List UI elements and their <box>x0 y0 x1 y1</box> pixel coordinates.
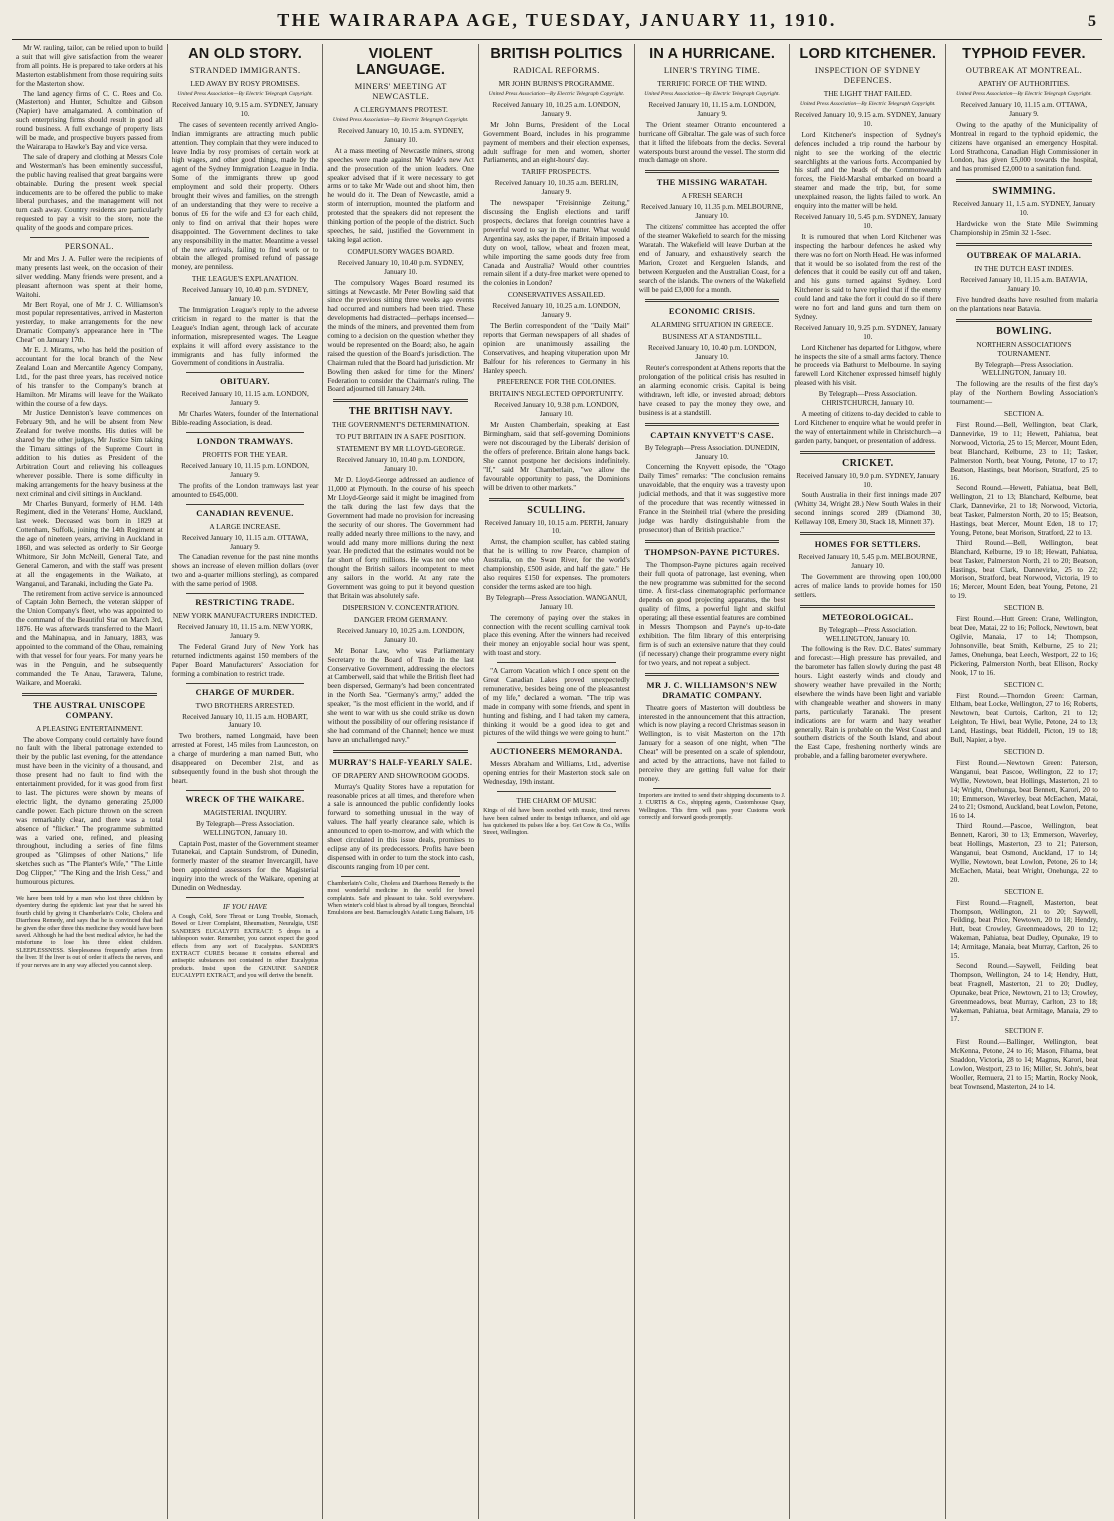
article-paragraph: Third Round.—Bell, Wellington, beat Blanchard, Kelburne, 19 to 18; Hewatt, Pahiatua, beat Tasker, Palmerston North, 21 to 20; Beatson, Hastings, beat Clark, Dannevirke, 25 to 22; Morison, Stratford, beat Norwood, Victoria, 19 to 16; Mercer, Mount Eden, beat Young, Petone, 21 to 19. <box>950 538 1098 601</box>
article-subheading: NORTHERN ASSOCIATION'S TOURNAMENT. <box>976 339 1072 358</box>
dateline: Received January 10, 11.15 a.m. OTTAWA, January 9. <box>181 533 309 551</box>
article-paragraph: The retirement from active service is announced of Captain John Bernech, the veteran skipper of the Union Company's fleet, who was appointed to the command of the Beautiful Star on March 3rd, 1876. He was afterwards transferred to the Maori and the Mahinapua, and in January, 1883, was appointed to the command of the Ohau, remaining with that vessel for four years. For many years he was in the Penguin, and he subsequently commanded the Te Anau, Tarawera, Talune, Waikare, and Moeraki. <box>16 589 163 687</box>
divider <box>186 504 305 505</box>
dateline: Received January 10, 11.15 a.m. NEW YORK, January 9. <box>177 623 313 640</box>
credit-line: United Press Association—By Electric Telegraph Copyright. <box>332 117 469 123</box>
article-paragraph: It is rumoured that when Lord Kitchener was inspecting the harbour defences he asked why there was no fort on North Head. He was informed that it would be so isolated from the rest of the defences that it could be easily cut off and taken, and his guns turned against Sydney. Lord Kitchener is said to have replied that if the enemy could land and take the fort it could do so if there were no fort and land guns and turn them on Sydney. <box>794 232 942 321</box>
column-5 <box>635 44 791 1519</box>
article-subheading: MAGISTERIAL INQUIRY. <box>203 807 287 817</box>
section-label: SECTION A. <box>1004 409 1044 419</box>
article-subheading: BRITAIN'S NEGLECTED OPPORTUNITY. <box>489 389 624 399</box>
dateline: By Telegraph—Press Association. WELLINGTON, January 10. <box>974 360 1074 378</box>
divider <box>22 693 157 696</box>
article-paragraph: The sale of drapery and clothing at Messrs Cole and Westerman's has been eminently successful, the public having realised that great bargains were obtainable. During the present week special inducements are to be offered the public to make liberal purchases, and the management will not turn cash away. Country residents are particularly requested to pay a visit to the store, note the quality of the goods and compare prices. <box>16 152 163 233</box>
article-headline: AUCTIONEERS MEMORANDA. <box>490 747 623 757</box>
article-headline: AN OLD STORY. <box>188 46 302 62</box>
advertisement-text: Importers are invited to send their shipping documents to J. J. CURTIS & Co., shipping agents, Customhouse Quay, Wellington. This firm will pass your Customs work correctly and forward goods promptly. <box>638 792 786 821</box>
advertisement-text: We have been told by a man who lost three children by dysentery during the epidemic last year that he saved his fourth child by giving it Chamberlain's Colic, Cholera and Diarrhoea Remedy, and says that he is convinced that had he given the other three this medicine they would have been saved. Although he had the best medical advice, he had the misfortune to lose his three eldest children. SLEEPLESSNESS. Sleeplessness frequently arises from the liver. If the liver is out of order it affects the nerves, and if your nerves are in any way affected you cannot sleep. <box>16 895 163 969</box>
article-paragraph: South Australia in their first innings made 207 (Whitty 34, Wright 28.) New South Wales in their second innings scored 289 (Diamond 30, Kellaway 108, Emery 30, Stack 18, Minnett 37). <box>794 491 942 527</box>
section-label: SECTION B. <box>1004 603 1044 613</box>
article-paragraph: First Round.—Ballinger, Wellington, beat McKenna, Petone, 24 to 16; Mason, Fihama, beat Snaddon, Victoria, 28 to 14; Magnus, Karori, beat Lowlon, Westport, 23 to 16; Miller, St. John's, beat Wooller, Remuera, 21 to 15; Martin, Rocky Nook, beat Townsend, Masterton, 24 to 14. <box>950 1038 1098 1091</box>
article-paragraph: Two brothers, named Longmaid, have been arrested at Forest, 145 miles from Launceston, on a charge of murdering a man named Butt, who disappeared on December 21st, and as subsequently found in the bush shot through the heart. <box>171 732 319 785</box>
article-headline: CHARGE OF MURDER. <box>195 687 295 697</box>
article-headline: SWIMMING. <box>992 186 1056 198</box>
article-headline: OUTBREAK OF MALARIA. <box>966 250 1082 260</box>
article-headline: TYPHOID FEVER. <box>962 46 1086 62</box>
article-headline: RESTRICTING TRADE. <box>195 598 295 608</box>
article-headline: VIOLENT LANGUAGE. <box>356 46 446 78</box>
divider <box>333 750 468 753</box>
article-subheading: A PLEASING ENTERTAINMENT. <box>35 723 143 733</box>
column-6 <box>790 44 946 1519</box>
article-headline: THE BRITISH NAVY. <box>348 406 453 418</box>
article-subheading: A LARGE INCREASE. <box>209 521 281 531</box>
column-2 <box>168 44 324 1519</box>
dateline: Received January 10, 9.25 p.m. SYDNEY, January 10. <box>794 323 942 341</box>
article-headline: LONDON TRAMWAYS. <box>196 437 294 446</box>
article-paragraph: Reuter's correspondent at Athens reports that the prolongation of the political crisis has resulted in an alarming economic crisis. Capital is being withdrawn, left idle, or invested abroad; debtors have ceased to pay the money they owe, and business is at a standstill. <box>638 364 786 417</box>
article-headline: IN A HURRICANE. <box>649 46 776 62</box>
dateline: Received January 10, 11.35 p.m. MELBOURNE, January 10. <box>640 203 784 221</box>
dateline: By Telegraph—Press Association. WANGANUI, January 10. <box>485 593 627 611</box>
article-subheading: BUSINESS AT A STANDSTILL. <box>662 332 762 342</box>
dateline: Received January 10, 9.15 a.m. SYDNEY, January 10. <box>794 111 941 128</box>
dateline: Received January 10, 11.15 a.m. BATAVIA, January 10. <box>960 275 1088 293</box>
article-paragraph: The following is the Rev. D.C. Bates' summary and forecast:—High pressure has prevailed, and the barometer has fallen slowly during the past 48 hours. Light easterly winds and cloudy and showery weather have prevailed in the North; elsewhere the winds have been light and variable with changeable weather and showers in many parts, particularly Taranaki. The present indications are for warm and hazy weather generally. Rain is probable on the West Coast and southern districts of the South Island, and about the East Cape, freshening northerly winds are probable, and a falling barometer everywhere. <box>794 645 942 761</box>
article-paragraph: The newspaper "Freisinnige Zeitung," discussing the English elections and tariff prospects, declares that foreign countries have a powerful word to say in the matter. What would Argentina say, asks the paper, if Britain imposed a duty on wool, tallow, wheat and frozen meat, while importing the same goods duty free from Canada and Australia? Would other countries remain silent if a duty-free market were opened to the colonies in London? <box>483 199 630 288</box>
dateline: By Telegraph—Press Association. WELLINGTON, January 10. <box>195 819 295 837</box>
article-paragraph: "A Carrom Vacation which I once spent on the Great Canadian Lakes proved unexpectedly remunerative, besides being one of the pleasantest of my life," declared a woman. "The trip was made in company with some friends, and spent in hunting and fishing, and I had taken my camera, thinking it would be a good idea to get and pictures of the wild things we were going to hunt." <box>483 667 630 738</box>
dateline: Received January 10, 11.15 a.m. OTTAWA, January 9. <box>960 101 1088 118</box>
article-subheading: COMPULSORY WAGES BOARD. <box>347 246 454 256</box>
divider <box>497 662 616 663</box>
credit-line: United Press Association—By Electric Telegraph Copyright. <box>644 91 780 97</box>
dateline: Received January 10, 11.15 a.m. LONDON, January 9. <box>648 101 776 118</box>
article-headline: CRICKET. <box>841 457 894 469</box>
article-paragraph: The Immigration League's reply to the adverse criticism in regard to the matter is that the League's Indian agent, through lack of accurate information, misrepresented wages. The League explains it will afford every assistance to the immigrants and has fully informed the Government of conditions in Australia. <box>171 306 319 368</box>
article-headline: BOWLING. <box>996 325 1052 337</box>
article-headline: ECONOMIC CRISIS. <box>668 307 756 317</box>
dateline: Received January 10, 5.45 p.m. MELBOURNE, January 10. <box>798 553 938 570</box>
dateline: Received January 10, 9.38 p.m. LONDON, January 10. <box>494 401 619 419</box>
credit-line: United Press Association—By Electric Telegraph Copyright. <box>799 101 936 107</box>
article-paragraph: The above Company could certainly have found no fault with the liberal patronage extended to their by the public last evening, for the attendance must have been in the vicinity of a thousand, and those present had no fault to find with the entertainment provided, for it was good from first to last. The pictures were shown by means of electric light, the dynamo generating 25,000 candle power. Each picture thrown on the screen was remarkably clear, and there was a total absence of "flicker." The programme submitted was a varied one, refined, and pleasing throughout, including a series of fine films grouped as "Glimpses of other Nations," life sketches such as "The Planter's Wife," "The Little Dog Clipper," "The King and the Irish Cess," and humourous pictures. <box>16 735 163 887</box>
divider <box>186 790 305 791</box>
divider <box>645 540 780 543</box>
dateline: Received January 10, 9.0 p.m. SYDNEY, January 10. <box>796 471 940 489</box>
article-subheading: THE LIGHT THAT FAILED. <box>823 89 912 98</box>
article-subheading: A FRESH SEARCH <box>681 191 743 201</box>
article-paragraph: The profits of the London tramways last year amounted to £645,000. <box>171 481 319 499</box>
divider <box>800 605 935 608</box>
article-paragraph: At a mass meeting of Newcastle miners, strong speeches were made against Mr Wade's new Act and the prosecution of the union leaders. One speaker advised that if it were necessary to get arms or to take Mr Wade out and shoot him, then he would do it. The Dean of Newcastle, amid a storm of interruption, mounted the platform and protested that the speakers did not represent the thinking portion of the people of the district. Such speeches, he said, justified the Government in taking legal action. <box>327 146 475 244</box>
advertisement-text: Kings of old have been soothed with music, tired nerves have been calmed under its benign influence, and old age has quickened its pulses like a boy. Get Cow & Co., Willis Street, Wellington. <box>483 808 630 837</box>
divider <box>186 897 305 898</box>
column-7 <box>946 44 1102 1519</box>
article-headline: SCULLING. <box>527 504 586 516</box>
divider <box>956 243 1092 246</box>
article-paragraph: The Berlin correspondent of the "Daily Mail" reports that German newspapers of all shades of opinion are unanimously assailing the Conservatives, and heaping vituperation upon Mr Balfour for his references to Germany in his Hanley speech. <box>483 322 630 375</box>
credit-line: United Press Association—By Electric Telegraph Copyright. <box>956 91 1092 97</box>
divider <box>489 498 624 501</box>
article-paragraph: The ceremony of paying over the stakes in connection with the recent sculling carnival took place this evening. After the winners had received their money an enjoyable social hour was spent, with toast and story. <box>483 613 630 658</box>
dateline: Received January 10, 11.15 a.m. HOBART, January 10. <box>182 712 308 730</box>
article-paragraph: The Canadian revenue for the past nine months shows an increase of eleven million dollars (over two and a-quarter millions sterling), as compared with the same period of 1908. <box>171 553 319 589</box>
divider <box>645 170 780 173</box>
dateline: Received January 10, 10.15 a.m. SYDNEY, January 10. <box>337 127 464 144</box>
dateline: Received January 10, 10.40 p.m. SYDNEY, January 10. <box>182 286 309 304</box>
masthead-title: THE WAIRARAPA AGE, TUESDAY, JANUARY 11, 1910. <box>277 10 837 30</box>
dateline: Received January 10, 9.15 a.m. SYDNEY, January 10. <box>171 101 319 118</box>
dateline: Received January 10, 10.25 a.m. LONDON, January 9. <box>492 302 621 320</box>
article-paragraph: Mr Austen Chamberlain, speaking at East Birmingham, said that self-governing Dominions were not discouraged by the Liberals' derision of the offers of preference. Britain alone hangs back. She cannot postpone her decisions indefinitely. "If," said Mr Chamberlain, "we allow the favourable opportunity to pass, the Dominions will be driven to other markets." <box>483 421 630 492</box>
article-headline: CANADIAN REVENUE. <box>196 508 294 518</box>
dateline: Received January 10, 11.15 p.m. LONDON, January 9. <box>181 462 309 479</box>
article-paragraph: First Round.—Thorndon Green: Carman, Eltham, beat Locke, Wellington, 27 to 16; Roberts, Newtown, beat Curtois, Carlton, 21 to 12; Leighton, Te Hiwi, beat Wylie, Petone, 24 to 13; Land, Hastings, beat Riddell, Picton, 19 to 18; Bull, Napier, a bye. <box>950 691 1098 745</box>
section-label: SECTION E. <box>1004 886 1044 896</box>
article-paragraph: The Government are throwing open 100,000 acres of malice lands to provide homes for 150 settlers. <box>794 572 942 599</box>
article-paragraph: Mr E. J. Mirams, who has held the position of accountant for the local branch of the New Zealand Loan and Mercantile Agency Company, Ltd., for the past three years, has received notice of his transfer to the Company's branch at Hamilton. Mr Mirams will leave for the Waikato within the course of a few days. <box>16 346 163 408</box>
divider <box>186 683 305 684</box>
dateline: Received January 10, 5.45 p.m. SYDNEY, January 10. <box>794 212 942 230</box>
article-paragraph: Mr John Burns, President of the Local Government Board, includes in his programme payment of members and their election expenses, adult suffrage for men and women, shorter Parliaments, and an eight-hours' day. <box>483 120 630 165</box>
article-headline: THE AUSTRAL UNISCOPE COMPANY. <box>33 700 146 720</box>
article-subheading: OUTBREAK AT MONTREAL. <box>965 66 1083 75</box>
section-label: SECTION F. <box>1004 1026 1044 1036</box>
article-subheading: RADICAL REFORMS. <box>513 66 600 75</box>
article-paragraph: Mr Justice Denniston's leave commences on February 9th, and he will be absent from New Zealand for twelve months. His duties will be shared by the other judges, Mr Justice Sim taking the Timaru sittings of the Supreme Court in addition to his duties as President of the Arbitration Court and relieving his colleagues wherever possible. There is some difficulty in making arrangements for the heavy business at the next criminal and civil sittings in Auckland. <box>16 409 163 498</box>
article-paragraph: Third Round.—Pascoe, Wellington, beat Bennett, Karori, 30 to 13; Emmerson, Waverley, beat Hollings, Masterton, 23 to 21; Paterson, Wanganui, beat Osmond, Auckland, 17 to 14; Wyllie, Newtown, beat Lowlon, Petone, 26 to 14; McEachen, Matai, beat Wright, Onehunga, 22 to 20. <box>950 822 1098 884</box>
article-subheading: APATHY OF AUTHORITIES. <box>978 79 1070 88</box>
article-headline: THE MISSING WARATAH. <box>656 178 768 188</box>
advertisement-text: Chamberlain's Colic, Cholera and Diarrhoea Remedy is the most wonderful medicine in the world for bowel complaints. Safe and pleasant to take. Sold everywhere. When winter's cold blast is abroad by all tongues, Bronchial Emulsions are best. Barraclough's Asiatic Lung Balsam, 1/6 <box>327 880 475 917</box>
article-subheading: PREFERENCE FOR THE COLONIES. <box>496 377 616 387</box>
section-heading: PERSONAL. <box>64 242 114 252</box>
article-paragraph: The citizens' committee has accepted the offer of the steamer Wakefield to search for the missing Waratah. The Wakefield will leave Durban at the end of January, and exhaustively search the Marion, Crozet and Kerguelen Islands, and between Kerguelen and the Australian Coast, for a search of the islands. The owners of the Wakefield will be paid £3,000 for a month. <box>638 223 786 294</box>
dateline: By Telegraph—Press Association. CHRISTCHURCH, January 10. <box>818 390 917 408</box>
article-subheading: TARIFF PROSPECTS. <box>521 167 592 177</box>
article-headline: WRECK OF THE WAIKARE. <box>185 794 305 804</box>
article-subheading: DISPERSION V. CONCENTRATION. <box>342 602 459 612</box>
section-label: SECTION C. <box>1004 679 1044 689</box>
article-subheading: THE GOVERNMENT'S DETERMINATION. <box>332 420 470 430</box>
article-subheading: MR JOHN BURNS'S PROGRAMME. <box>498 79 615 88</box>
article-paragraph: Mr Bonar Law, who was Parliamentary Secretary to the Board of Trade in the last Conservative Government, addressing the electors at Camberwell, said that while the British fleet had been dispersed, Germany's had been concentrated in the North Sea. "Germany's army," added the speaker, "is the most efficient in the world, and if she went to war with us she could strike us down without the possibility of our offering resistance if she had command of the Channel; hence we must have an unchallenged navy." <box>327 646 475 744</box>
article-paragraph: Hardwicke won the State Mile Swimming Championship in 25min 32 1-5sec. <box>950 220 1098 237</box>
article-paragraph: The following are the results of the first day's play of the Northern Bowling Association's tournament:— <box>950 380 1098 407</box>
article-paragraph: Owing to the apathy of the Municipality of Montreal in regard to the typhoid epidemic, the citizens have organised an emergency Hospital. Lord Strathcona, Canadian High Commissioner in London, has given £5,000 towards the hospital, and has promised £2,000 to a sanitation fund. <box>950 120 1098 174</box>
article-paragraph: Arnst, the champion sculler, has cabled stating that he is willing to row Pearce, champion of Australia, on the Swan River, for the world's championship, £500 aside, and half the gate." He also requires £150 for expenses. The promoters consider the terms asked are too high. <box>483 538 630 591</box>
dateline: By Telegraph—Press Association. WELLINGTON, January 10. <box>818 625 917 643</box>
columns <box>12 44 1102 1519</box>
article-paragraph: A meeting of citizens to-day decided to cable to Lord Kitchener to enquire what he would prefer in the way of entertainment while in Christchurch—a garden party, banquet, or presentation of address. <box>794 410 942 445</box>
article-paragraph: Theatre goers of Masterton will doubtless be interested in the announcement that this attraction, which is now playing a record Christmas season in Wellington, is to visit Masterton on the 17th January for a season of one night, when "The Cheat" will be presented on a scale of splendour, and acted by the attractions, have not failed to perceive they are getting full value for their money. <box>638 703 786 783</box>
divider <box>956 319 1092 322</box>
article-subheading: A CLERGYMAN'S PROTEST. <box>353 105 448 114</box>
divider <box>956 179 1092 182</box>
divider <box>186 432 305 433</box>
divider <box>341 876 460 877</box>
divider <box>497 791 616 792</box>
article-subheading: INSPECTION OF SYDNEY DEFENCES. <box>814 66 921 85</box>
article-subheading: THE LEAGUE'S EXPLANATION. <box>191 274 299 284</box>
divider <box>333 399 468 402</box>
credit-line: United Press Association—By Electric Telegraph Copyright. <box>177 91 313 97</box>
article-paragraph: Murray's Quality Stores have a reputation for reasonable prices at all times, and therefore when a sale is announced the public confidently looks forward to something unusual in the way of values. The half yearly clearance sale, which is announced to open to-morrow, and with which the sheet circulated in this issue deals, promises to eclipse any of its predecessors. Profits have been dispensed with in order to turn the stock into cash, discounts ranging from 10 per cent. <box>327 782 475 871</box>
credit-line: United Press Association—By Electric Telegraph Copyright. <box>488 91 625 97</box>
dateline: Received January 11, 1.5 a.m. SYDNEY, January 10. <box>952 200 1096 218</box>
article-paragraph: Five hundred deaths have resulted from malaria on the plantations near Batavia. <box>950 295 1098 313</box>
article-headline: CAPTAIN KNYVETT'S CASE. <box>650 430 774 440</box>
article-subheading: MINERS' MEETING AT NEWCASTLE. <box>354 82 447 101</box>
article-paragraph: Mr Charles Bunyard, formerly of H.M. 14th Regiment, died in the Veterans' Home, Auckland, last week. Deceased was born in 1829 at Cottenham, Suffolk, joining the 14th Regiment at the age of nineteen years, arriving in Auckland in 1860, and was selected as orderly to Sir George Whitmore, Sir John McNeill, General Tate, and General Cameron, and with the staff was present at all the engagements in the Waikato, at Wanganui, and Taranaki, including the Gate Pa. <box>16 499 163 588</box>
article-headline: MR J. C. WILLIAMSON'S NEW DRAMATIC COMPANY. <box>646 680 778 700</box>
article-paragraph: Mr Charles Waters, founder of the International Bible-reading Association, is dead. <box>171 410 319 428</box>
article-paragraph: First Round.—Bell, Wellington, beat Clark, Dannevirke, 19 to 11; Hewett, Pahiatua, beat Norwood, Victoria, 25 to 15; Mercer, Mount Eden, beat Blanchard, Kelburne, 23 to 11; Tasker, Palmerston North, beat Young, Petone, 17 to 17; Beatson, Hastings, beat Morison, Stratford, 25 to 16. <box>950 421 1098 483</box>
article-subheading: IN THE DUTCH EAST INDIES. <box>974 263 1074 273</box>
article-headline: MURRAY'S HALF-YEARLY SALE. <box>329 757 473 767</box>
article-headline: BRITISH POLITICS <box>490 46 623 62</box>
article-paragraph: The Federal Grand Jury of New York has returned indictments against 150 members of the Paper Board Manufacturers' Association for forming a combination to restrict trade. <box>171 642 319 678</box>
article-paragraph: First Round.—Newtown Green: Paterson, Wanganui, beat Pascoe, Wellington, 22 to 17; Wyllie, Newtown, beat Hollings, Masterton, 21 to 14; Wright, Onehunga, beat Bennett, Karori, 20 to 10; Emmerson, Waverley, beat McEachen, Matai, 24 to 21; Osmond, Auckland, beat Lowlon, Petone, 16 to 14. <box>950 758 1098 821</box>
advertisement-text: A Cough, Cold, Sore Throat or Lung Trouble, Stomach, Bowel or Liver Complaint, Rheumatism, Neuralgia, USE SANDER'S EUCALYPTI EXTRACT: 5 drops in a tablespoon water. Remember, you cannot expect the good effects from any sort of Eucalyptus. SANDER'S EXTRACT CURES because it contains ethereal and antiseptic substances not contained in other Eucalyptus products. Insist upon the GENUINE SANDER EUCALYPTI EXTRACT, and you will derive the benefit. <box>171 914 319 980</box>
divider <box>186 593 305 594</box>
dateline: Received January 10, 10.40 p.m. LONDON, January 10. <box>648 344 777 362</box>
article-paragraph: Captain Post, master of the Government steamer Tutanekai, and Captain Sundstrom, of Dunedin, formerly master of the steamer Invercargill, have been appointed assessors for the Magisterial inquiry into the wreck of the Waikare, opening at Dunedin on Wednesday. <box>171 839 319 893</box>
article-paragraph: The land agency firms of C. C. Rees and Co. (Masterton) and Hunter, Schultze and Gibson (Napier) have amalgamated. A combination of such enterprising firms should result in good all round business. A full exchange of property lists will be made, and prospective buyers passed from the Wairarapa to Hawke's Bay and vice versa. <box>16 89 163 151</box>
divider <box>30 891 149 892</box>
dateline: Received January 10, 10.25 a.m. LONDON, January 10. <box>336 626 465 644</box>
article-subheading: LED AWAY BY ROSY PROMISES. <box>190 79 300 88</box>
article-subheading: ALARMING SITUATION IN GREECE. <box>650 320 774 330</box>
divider <box>645 423 780 426</box>
article-paragraph: The cases of seventeen recently arrived Anglo-Indian immigrants are attracting much public attention. They complain that they were induced to leave India by rosy promises of certain work at high wages, and other good things, made by the agent of the Sydney Immigration League in India. Some of the immigrants threw up good employment and sold their property. Others brought their wives and families, on the strength of an understanding that they were to receive a bonus of £6 for the wife and £3 for each child, only to find on arrival that their hopes were disappointed. The Government declines to take any responsibility in the matter. Meantime a vessel of the new arrivals, failing to find work or to obtain the alleged promised refund of passage money, are penniless. <box>171 120 319 272</box>
article-paragraph: Concerning the Knyvett episode, the "Otago Daily Times" remarks: "The conclusion remains unavoidable, that the enquiry was a travesty upon judicial methods, and that it was suggestive more of the procedure that was recently witnessed in France in the Steinheil trial (where the presiding judge was hardly distinguishable from the prosecutor) than of British practice." <box>638 463 786 534</box>
article-paragraph: Messrs Abraham and Williams, Ltd., advertise opening entries for their Masterton stock sale on Wednesday, 19th instant. <box>483 760 630 787</box>
divider <box>645 673 780 676</box>
divider <box>800 451 935 454</box>
page-number: 5 <box>1088 13 1096 30</box>
advertisement-heading: THE CHARM OF MUSIC <box>516 796 597 806</box>
article-subheading: TO PUT BRITAIN IN A SAFE POSITION. <box>335 432 466 442</box>
article-paragraph: The Orient steamer Otranto encountered a hurricane off Gibraltar. The gale was of such force that it lifted the lifeboats from the decks. Several waterspouts burst around the vessel. The storm did much damage on shore. <box>638 120 786 165</box>
advertisement-heading: IF YOU HAVE <box>223 902 268 911</box>
dateline: Received January 10, 10.35 a.m. BERLIN, January 9. <box>494 179 619 197</box>
dateline: Received January 10, 10.40 p.m. LONDON, January 10. <box>336 456 465 474</box>
article-subheading: DANGER FROM GERMANY. <box>353 614 448 624</box>
article-paragraph: Mr W. rauling, tailor, can be relied upon to build a suit that will give satisfaction from the wearer from all points. He is prepared to take orders at his Masterton establishment from those requiring suits for the Masterton show. <box>16 44 163 88</box>
article-paragraph: First Round.—Hutt Green: Crane, Wellington, beat Dee, Matai, 22 to 16; Pollock, Newtown, beat Ogilvie, Manaia, 17 to 14; Thompson, Johnsonville, beat Smith, Kelburne, 25 to 21; James, Onehunga, beat Leech, Westport, 22 to 16; Pickering, Palmerston North, beat Ellison, Rocky Nook, 17 to 16. <box>950 615 1098 677</box>
article-subheading: STRANDED IMMIGRANTS. <box>189 66 301 75</box>
article-paragraph: The Thompson-Payne pictures again received their full quota of patronage, last evening, when the new programme was submitted for the second time. A first-class cinematographic performance depends on good projecting apparatus, the best quality of films, a powerful light and skilful operating; all these essential features are combined in Messrs Thompson and Payne's up-to-date exhibition. The film library of this enterprising firm is of such an extensive nature that they could (if necessary) change their programme every night for two years, and not repeat a subject. <box>638 560 786 667</box>
article-paragraph: Lord Kitchener has departed for Lithgow, where he inspects the site of a small arms factory. Thence he proceeds via Bathurst to Melbourne. In saying farewell Lord Kitchener expressed himself highly pleased with his visit. <box>794 343 942 388</box>
column-1 <box>12 44 168 1519</box>
dateline: Received January 10, 10.40 p.m. SYDNEY, January 10. <box>337 258 464 276</box>
article-subheading: PROFITS FOR THE YEAR. <box>202 450 288 459</box>
dateline: Received January 10, 10.15 a.m. PERTH, January 10. <box>484 518 629 536</box>
column-4 <box>479 44 635 1519</box>
divider <box>30 237 149 238</box>
divider <box>186 372 305 373</box>
masthead <box>12 10 1102 40</box>
article-headline: HOMES FOR SETTLERS. <box>814 540 921 550</box>
article-paragraph: Second Round.—Saywell, Feilding beat Thompson, Wellington, 24 to 14; Hendry, Hutt, beat Fragnell, Masterton, 21 to 20; Dudley, Opunake, beat Price, Newtown, 21 to 13; Crowley, Greenmeadows, beat Murray, Carlton, 23 to 18; Wakeman, Pahiatua, beat Armitage, Manaia, 29 to 17. <box>950 961 1098 1024</box>
article-subheading: OF DRAPERY AND SHOWROOM GOODS. <box>331 770 470 780</box>
dateline: By Telegraph—Press Association. DUNEDIN, January 10. <box>644 443 780 461</box>
article-paragraph: The compulsory Wages Board resumed its sittings at Newcastle. Mr Peter Bowling said that since the previous sitting three weeks ago events had occurred and numbers had been tried. These developments had distracted—perhaps incensed—the minds of the miners, and prevented them from coming to a decision on the question whether they would be represented on the Board; also, he again raised the question of the Board's jurisdiction. The Chairman ruled that the Board had jurisdiction. Mr Bowling then asked for time for the Miners' Federation to consider the Chairman's ruling. The Board adjourned till January 24th. <box>327 278 475 394</box>
article-paragraph: Lord Kitchener's inspection of Sydney's defences included a trip round the harbour by night to see the working of the electric searchlights at the various forts. Accompanied by his staff and the heads of the Commonwealth forces, the Field-Marshal embarked on board a steamer and made the trip, but, for some unexplained reason, the lights failed to work. An enquiry into the matter will be held. <box>794 130 942 211</box>
dateline: Received January 10, 10.25 a.m. LONDON, January 9. <box>492 101 621 118</box>
divider <box>645 299 780 302</box>
article-subheading: STATEMENT BY MR LLOYD-GEORGE. <box>336 444 466 454</box>
article-paragraph: First Round.—Fragnell, Masterton, beat Thompson, Wellington, 21 to 20; Saywell, Feilding, beat Price, Newtown, 20 to 18; Hendry, Hutt, beat Crowley, Greenmeadows, 20 to 12; Wakeman, Pahiatua, beat Dudley, Opunake, 19 to 14; Armitage, Manaia, beat Murray, Carlton, 26 to 15. <box>950 898 1098 961</box>
article-headline: LORD KITCHENER. <box>799 46 937 62</box>
divider <box>653 788 772 789</box>
article-paragraph: Mr and Mrs J. A. Fuller were the recipients of many presents last week, on the occasion of their silver wedding. Many friends were present, and a pleasant afternoon was spent at their home, Waitohi. <box>16 255 163 299</box>
article-paragraph: Mr D. Lloyd-George addressed an audience of 11,000 at Plymouth. In the course of his speech Mr Lloyd-George said it might be imagined from the talk during the last few days that the Government had made no provision for increasing the security of our shores. The Government had really added nearly three millions to the navy, and would add many more millions during the next year. He predicted that the estimates would not be far short of forty millions. He was not one who thought the British sailors incompetent to meet any sailors in the world. At any rate the Government was going to put it beyond question that Britain was absolutely safe. <box>327 476 475 600</box>
dateline: Received January 10, 11.15 a.m. LONDON, January 9. <box>181 390 309 408</box>
article-subheading: NEW YORK MANUFACTURERS INDICTED. <box>172 611 318 621</box>
article-headline: METEOROLOGICAL. <box>822 612 914 622</box>
article-subheading: TWO BROTHERS ARRESTED. <box>195 700 295 710</box>
article-paragraph: Second Round.—Hewett, Pahiatua, beat Bell, Wellington, 21 to 13; Blanchard, Kelburne, beat Clark, Dannevirke, 21 to 18; Norwood, Victoria, beat Tasker, Palmerston North, 20 to 15; Beatson, Hastings, beat Mercer, Mount Eden, 18 to 17; Young, Petone, beat Morison, Stratford, 22 to 13. <box>950 484 1098 537</box>
article-subheading: LINER'S TRYING TIME. <box>663 66 761 75</box>
article-headline: OBITUARY. <box>220 377 270 387</box>
divider <box>800 532 935 535</box>
section-label: SECTION D. <box>1003 746 1045 756</box>
article-headline: THOMPSON-PAYNE PICTURES. <box>644 547 780 557</box>
article-subheading: TERRIFIC FORCE OF THE WIND. <box>657 79 767 88</box>
article-paragraph: Mr Bert Royal, one of Mr J. C. Williamson's most popular representatives, arrived in Masterton yesterday, to make arrangements for the new Dramatic Company's appearance here in "The Cheat" on January 17th. <box>16 300 163 345</box>
column-3 <box>323 44 479 1519</box>
article-subheading: CONSERVATIVES ASSAILED. <box>507 290 606 300</box>
divider <box>497 742 616 743</box>
